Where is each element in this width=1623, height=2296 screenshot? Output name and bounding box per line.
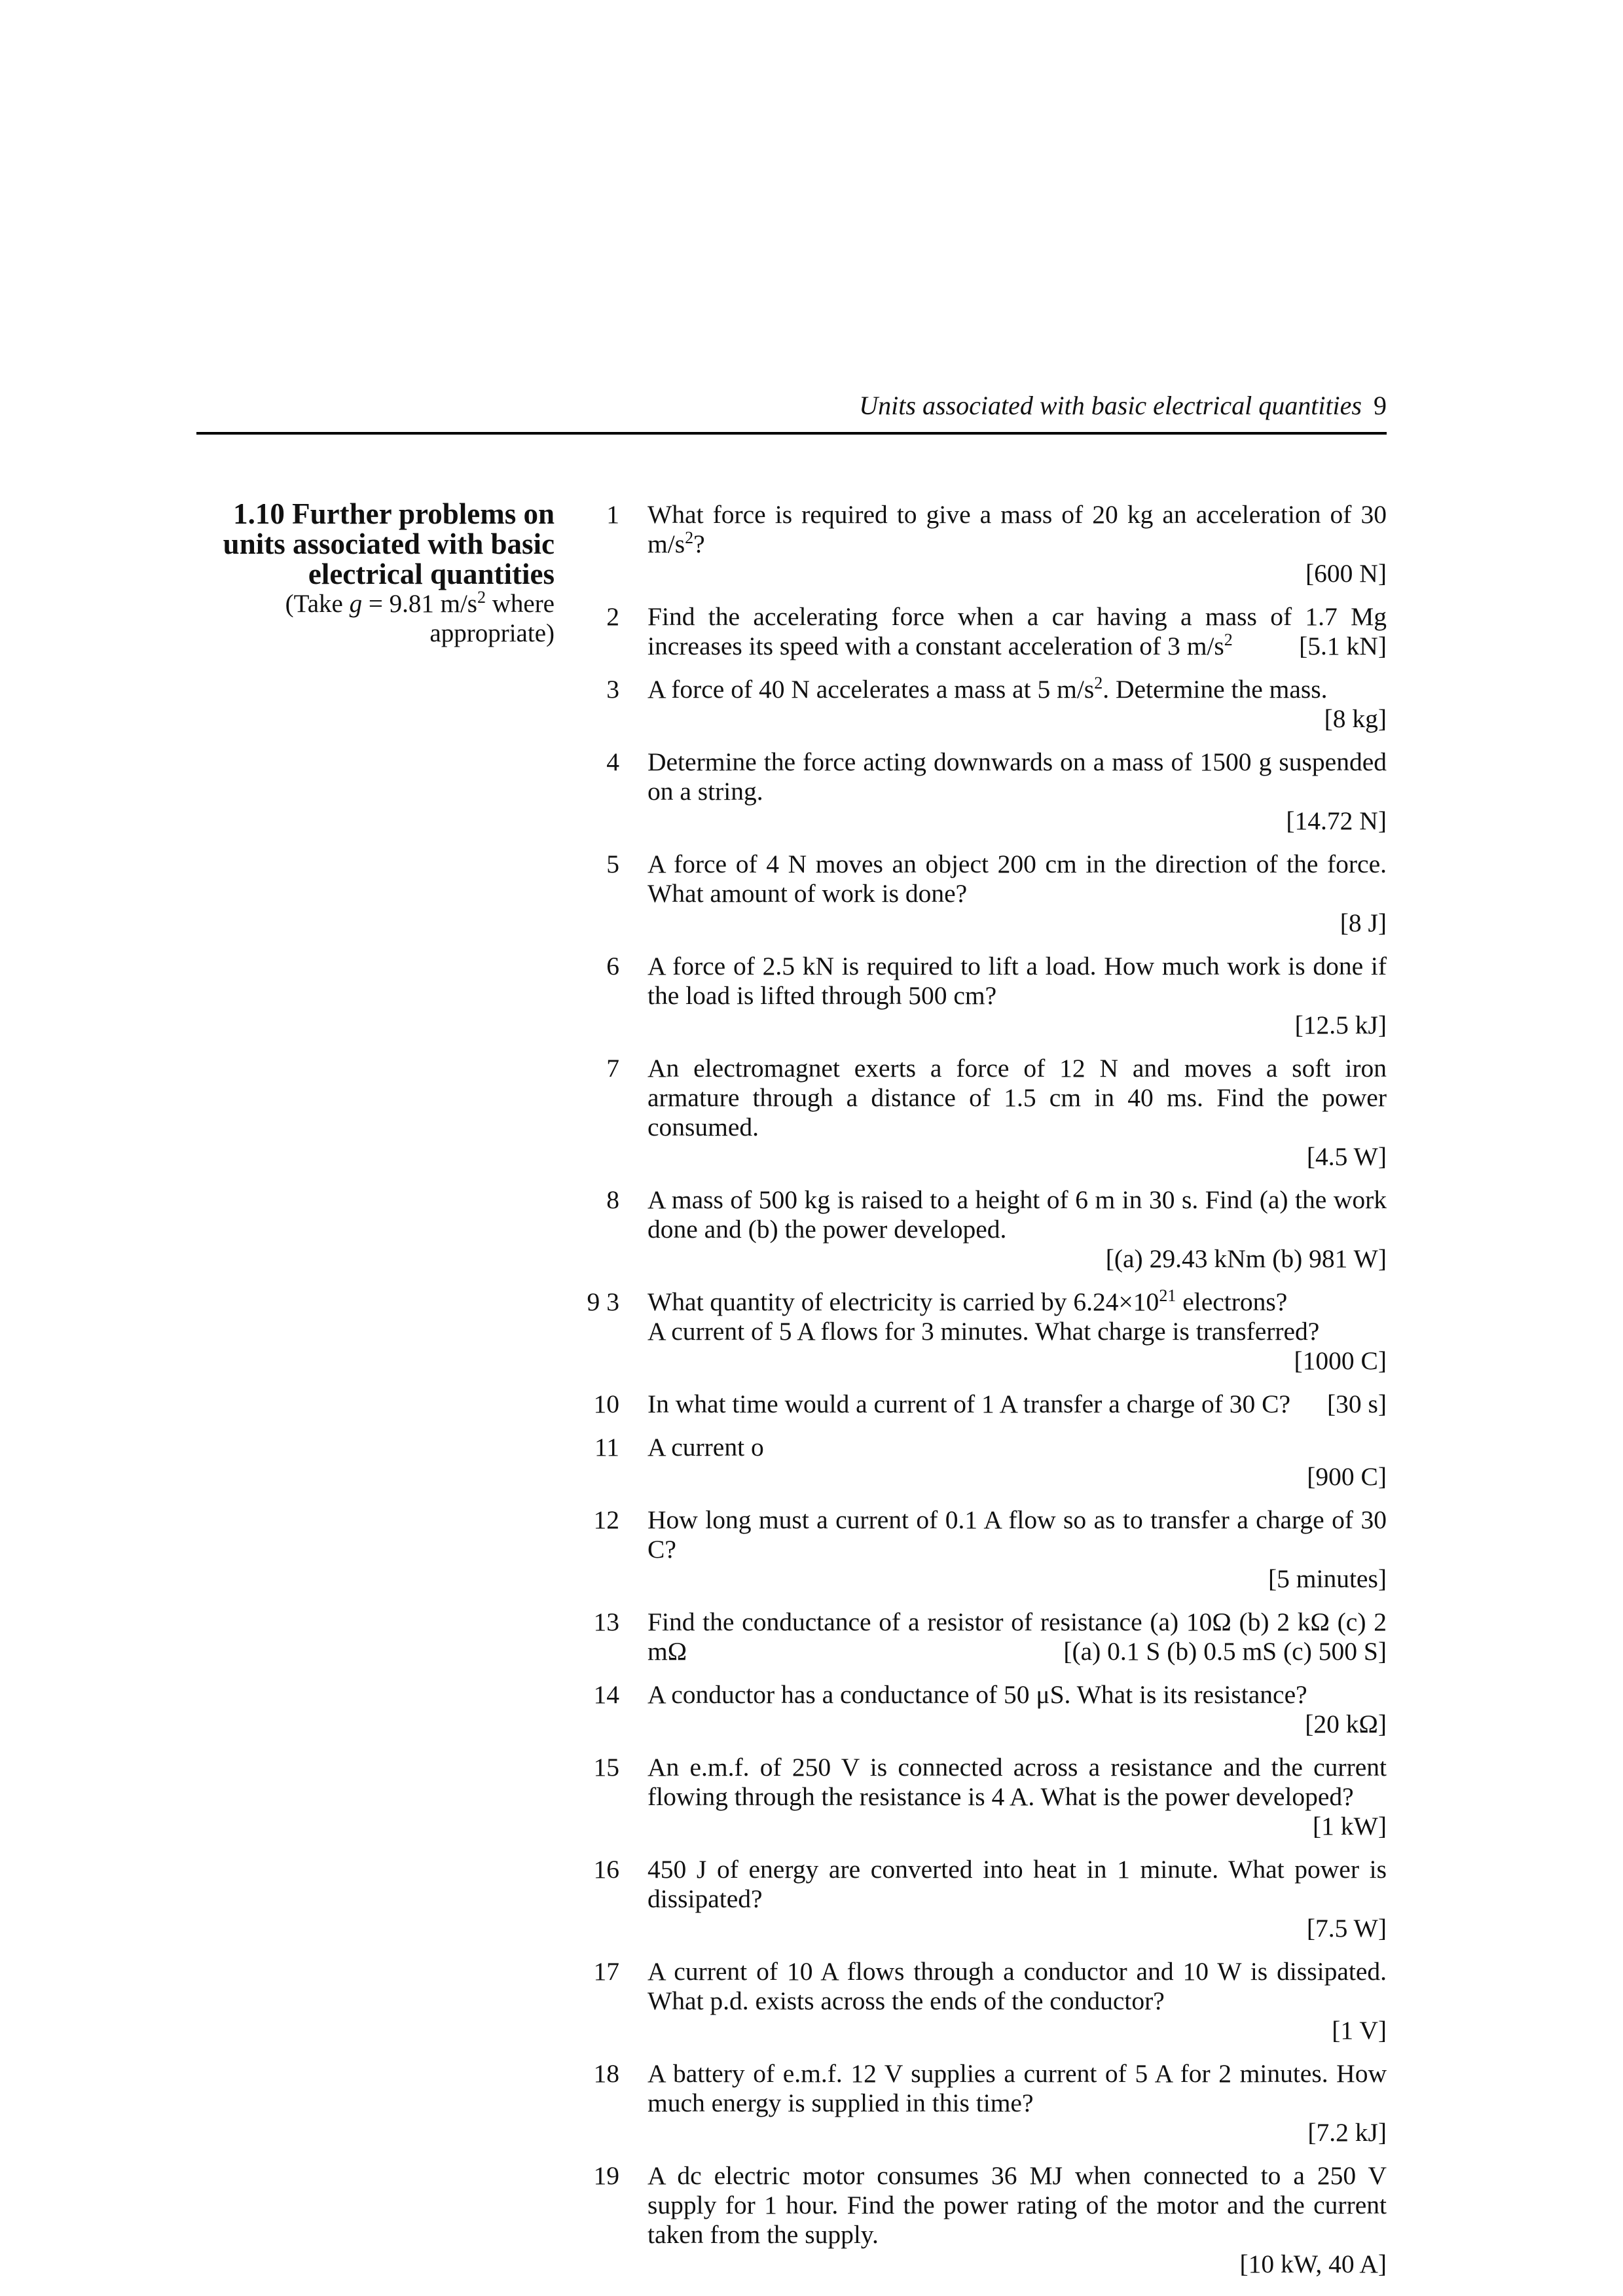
problem-answer: [8 kg] — [1324, 704, 1387, 733]
problem-number: 4 — [606, 747, 619, 776]
problem-item — [576, 1054, 1387, 1172]
problem-number: 19 — [593, 2161, 619, 2190]
problem-answer: [4.5 W] — [1306, 1142, 1387, 1171]
problem-number: 7 — [606, 1054, 619, 1083]
problem-item — [576, 1433, 1387, 1492]
section-note: (Take g = 9.81 $m/s^2$ where appropriate) — [285, 588, 555, 647]
problem-number: 12 — [593, 1505, 619, 1534]
problem-item — [576, 2059, 1387, 2147]
problem-answer: [7.2 kJ] — [1307, 2118, 1387, 2147]
problem-answer: [12.5 kJ] — [1294, 1011, 1387, 1039]
problem-item — [576, 1185, 1387, 1274]
problem-answer: [7.5 W] — [1306, 1914, 1387, 1943]
problem-answer: [1 V] — [1332, 2016, 1387, 2045]
problem-answer: [20 kΩ] — [1305, 1710, 1387, 1738]
problem-answer: [5 minutes] — [1267, 1564, 1387, 1593]
problem-answer: [10 kW, 40 A] — [1239, 2250, 1387, 2278]
problem-text: What quantity of electricity is carried by $6.24\times 10^{21}$ electrons? A current of 5 A flows for 3 minutes. What charge is transferred? — [647, 1287, 1387, 1346]
problem-number: 16 — [593, 1855, 619, 1884]
problem-answer: [(a) 0.1 S (b) 0.5 mS (c) 500 S] — [1063, 1637, 1387, 1666]
problem-text-second: A current of 5 A flows for 3 minutes. What charge is transferred? — [647, 1317, 1320, 1346]
problem-text: A mass of 500 kg is raised to a height of 6 m in 30 s. Find (a) the work done and (b) the power developed. — [647, 1185, 1387, 1244]
problem-answer: [14.72 N] — [1286, 806, 1387, 835]
problem-number: 15 — [593, 1753, 619, 1782]
problem-text: A conductor has a conductance of 50 μS. What is its resistance? — [647, 1680, 1307, 1709]
problem-text: 450 J of energy are converted into heat in 1 minute. What power is dissipated? — [647, 1855, 1387, 1913]
problem-answer: [900 C] — [1307, 1462, 1387, 1491]
section-sidebar — [196, 499, 555, 648]
problem-text: A current o — [647, 1433, 764, 1462]
problem-answer: [30 s] — [1326, 1390, 1387, 1418]
problem-item — [576, 675, 1387, 734]
problem-number: 5 — [606, 850, 619, 878]
problem-list — [576, 500, 1387, 2293]
problem-number: 14 — [593, 1680, 619, 1709]
problem-answer: [(a) 29.43 kNm (b) 981 W] — [1105, 1244, 1387, 1273]
problem-number: 8 — [606, 1185, 619, 1214]
problem-number: 6 — [606, 952, 619, 980]
header-rule — [196, 432, 1387, 435]
problem-answer: [600 N] — [1305, 559, 1387, 588]
problem-number: 1 — [606, 500, 619, 529]
problem-number: 10 — [593, 1390, 619, 1418]
problem-text: In what time would a current of 1 A transfer a charge of 30 C? [30 s] — [647, 1390, 1387, 1418]
problem-text: What force is required to give a mass of 20 kg an acceleration of 30 $m/s^2$? — [647, 500, 1387, 558]
problem-text: A battery of e.m.f. 12 V supplies a current of 5 A for 2 minutes. How much energy is supplied in this time? — [647, 2059, 1387, 2117]
problem-number: 3 — [606, 675, 619, 704]
section-heading: 1.10 Further problems on units associated with basic electrical quantities — [223, 497, 555, 590]
problem-text: A current of 10 A flows through a conductor and 10 W is dissipated. What p.d. exists across the ends of the conductor? — [647, 1957, 1387, 2015]
problem-item — [576, 850, 1387, 938]
problem-item — [576, 1287, 1387, 1376]
problem-answer: [1 kW] — [1313, 1812, 1387, 1840]
problem-item — [576, 1680, 1387, 1739]
problem-item — [576, 1505, 1387, 1594]
problem-item — [576, 747, 1387, 836]
problem-text: A force of 2.5 kN is required to lift a load. How much work is done if the load is lifted through 500 cm? — [647, 952, 1387, 1010]
problem-text: How long must a current of 0.1 A flow so as to transfer a charge of 30 C? — [647, 1505, 1387, 1564]
problem-item — [576, 2161, 1387, 2279]
problem-number: 13 — [593, 1607, 619, 1636]
problem-text: Find the conductance of a resistor of resistance (a) 10Ω (b) 2 kΩ (c) 2 mΩ [(a) 0.1 S (b) 0.5 mS (c) 500 S] — [647, 1607, 1387, 1666]
problem-item — [576, 602, 1387, 661]
problem-number: 9 3 — [587, 1287, 619, 1316]
problem-text: An e.m.f. of 250 V is connected across a resistance and the current flowing through the resistance is 4 A. What is the power developed? — [647, 1753, 1387, 1811]
problem-item — [576, 1607, 1387, 1666]
problem-text: A dc electric motor consumes 36 MJ when connected to a 250 V supply for 1 hour. Find the power rating of the motor and the current taken from the supply. — [647, 2161, 1387, 2249]
problem-number: 2 — [606, 602, 619, 631]
problem-number: 17 — [593, 1957, 619, 1986]
problem-item — [576, 1957, 1387, 2045]
problem-answer: [8 J] — [1340, 908, 1387, 937]
page-number: 9 — [1374, 391, 1387, 420]
header-title: Units associated with basic electrical quantities — [859, 391, 1362, 420]
problem-text: Find the accelerating force when a car having a mass of 1.7 Mg increases its speed with a constant acceleration of 3 $m/s^2$ [5.1 kN] — [647, 602, 1387, 660]
problem-text: An electromagnet exerts a force of 12 N and moves a soft iron armature through a distance of 1.5 cm in 40 ms. Find the power consumed. — [647, 1054, 1387, 1141]
problem-item — [576, 500, 1387, 588]
problem-answer: [5.1 kN] — [1299, 632, 1387, 660]
problem-number: 11 — [594, 1433, 619, 1462]
problem-number: 18 — [593, 2059, 619, 2088]
problem-text: Determine the force acting downwards on a mass of 1500 g suspended on a string. — [647, 747, 1387, 806]
problem-item — [576, 1753, 1387, 1841]
problem-text: A force of 40 N accelerates a mass at 5 $m/s^2$. Determine the mass. — [647, 673, 1328, 704]
problem-item — [576, 1390, 1387, 1419]
problem-item — [576, 952, 1387, 1040]
running-header — [196, 390, 1387, 421]
problem-item — [576, 1855, 1387, 1943]
problem-answer: [1000 C] — [1294, 1346, 1387, 1375]
problem-text: A force of 4 N moves an object 200 cm in the direction of the force. What amount of work is done? — [647, 850, 1387, 908]
